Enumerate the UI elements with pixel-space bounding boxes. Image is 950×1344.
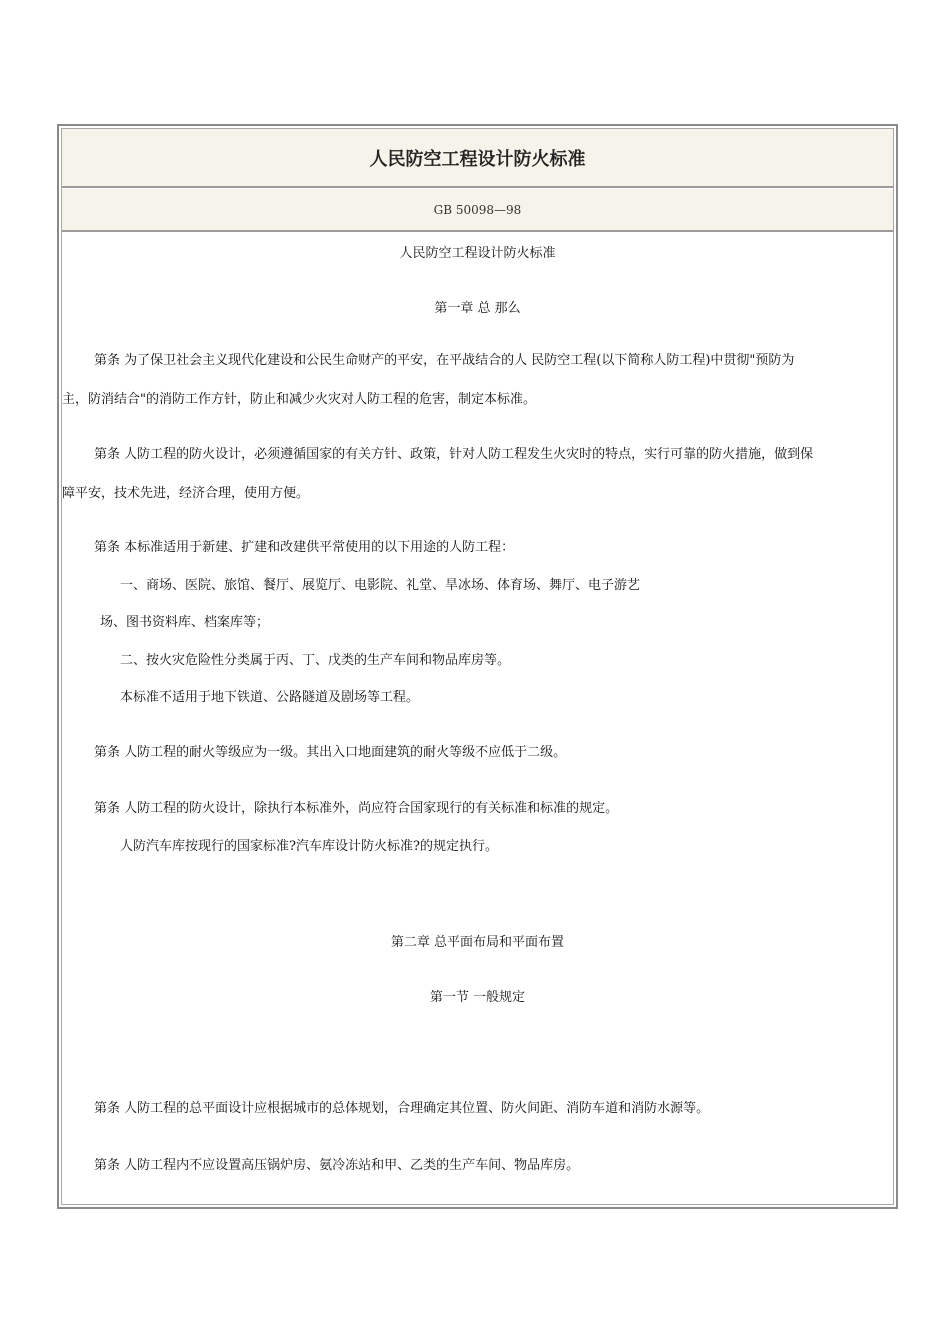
clause-4: 第条 人防工程的耐火等级应为一级。其出入口地面建筑的耐火等级不应低于二级。 <box>94 745 567 760</box>
code-row <box>62 189 893 232</box>
clause-1-line-2: 主，防消结合"的消防工作方针，防止和减少火灾对人防工程的危害，制定本标准。 <box>62 392 536 407</box>
document-title: 人民防空工程设计防火标准 <box>369 148 586 170</box>
document-frame <box>57 124 898 1209</box>
clause-2-line-1: 第条 人防工程的防火设计，必须遵循国家的有关方针、政策，针对人防工程发生火灾时的特点，实行可靠的防火措施，做到保 <box>94 447 814 462</box>
clause-6: 第条 人防工程的总平面设计应根据城市的总体规划，合理确定其位置、防火间距、消防车道和消防水源等。 <box>94 1101 710 1116</box>
clause-3: 第条 本标准适用于新建、扩建和改建供平常使用的以下用途的人防工程： <box>94 540 515 555</box>
clause-2-line-2: 障平安，技术先进，经济合理，使用方便。 <box>62 486 310 501</box>
clause-3-item-2: 二、按火灾危险性分类属于丙、丁、戊类的生产车间和物品库房等。 <box>120 653 511 668</box>
standard-code: GB 50098—98 <box>433 202 522 217</box>
chapter-1-heading: 第一章 总 那么 <box>434 301 521 316</box>
title-row <box>62 129 893 188</box>
document-inner-border <box>61 128 894 1205</box>
clause-3-note: 本标准不适用于地下铁道、公路隧道及剧场等工程。 <box>120 690 420 705</box>
chapter-2-heading: 第二章 总平面布局和平面布置 <box>390 935 565 950</box>
clause-3-item-1-line-2: 场、图书资料库、档案库等； <box>100 615 270 630</box>
clause-1-line-1: 第条 为了保卫社会主义现代化建设和公民生命财产的平安，在平战结合的人 民防空工程(以下简称人防工程)中贯彻"预防为 <box>94 353 795 368</box>
clause-5-note: 人防汽车库按现行的国家标准?汽车库设计防火标准?的规定执行。 <box>120 839 498 854</box>
clause-3-item-1-line-1: 一、商场、医院、旅馆、餐厅、展览厅、电影院、礼堂、旱冰场、体育场、舞厅、电子游艺 <box>120 578 641 593</box>
clause-5: 第条 人防工程的防火设计，除执行本标准外，尚应符合国家现行的有关标准和标准的规定。 <box>94 801 619 816</box>
clause-7: 第条 人防工程内不应设置高压锅炉房、氨冷冻站和甲、乙类的生产车间、物品库房。 <box>94 1158 580 1173</box>
document-subtitle: 人民防空工程设计防火标准 <box>399 246 556 261</box>
section-1-heading: 第一节 一般规定 <box>429 990 526 1005</box>
